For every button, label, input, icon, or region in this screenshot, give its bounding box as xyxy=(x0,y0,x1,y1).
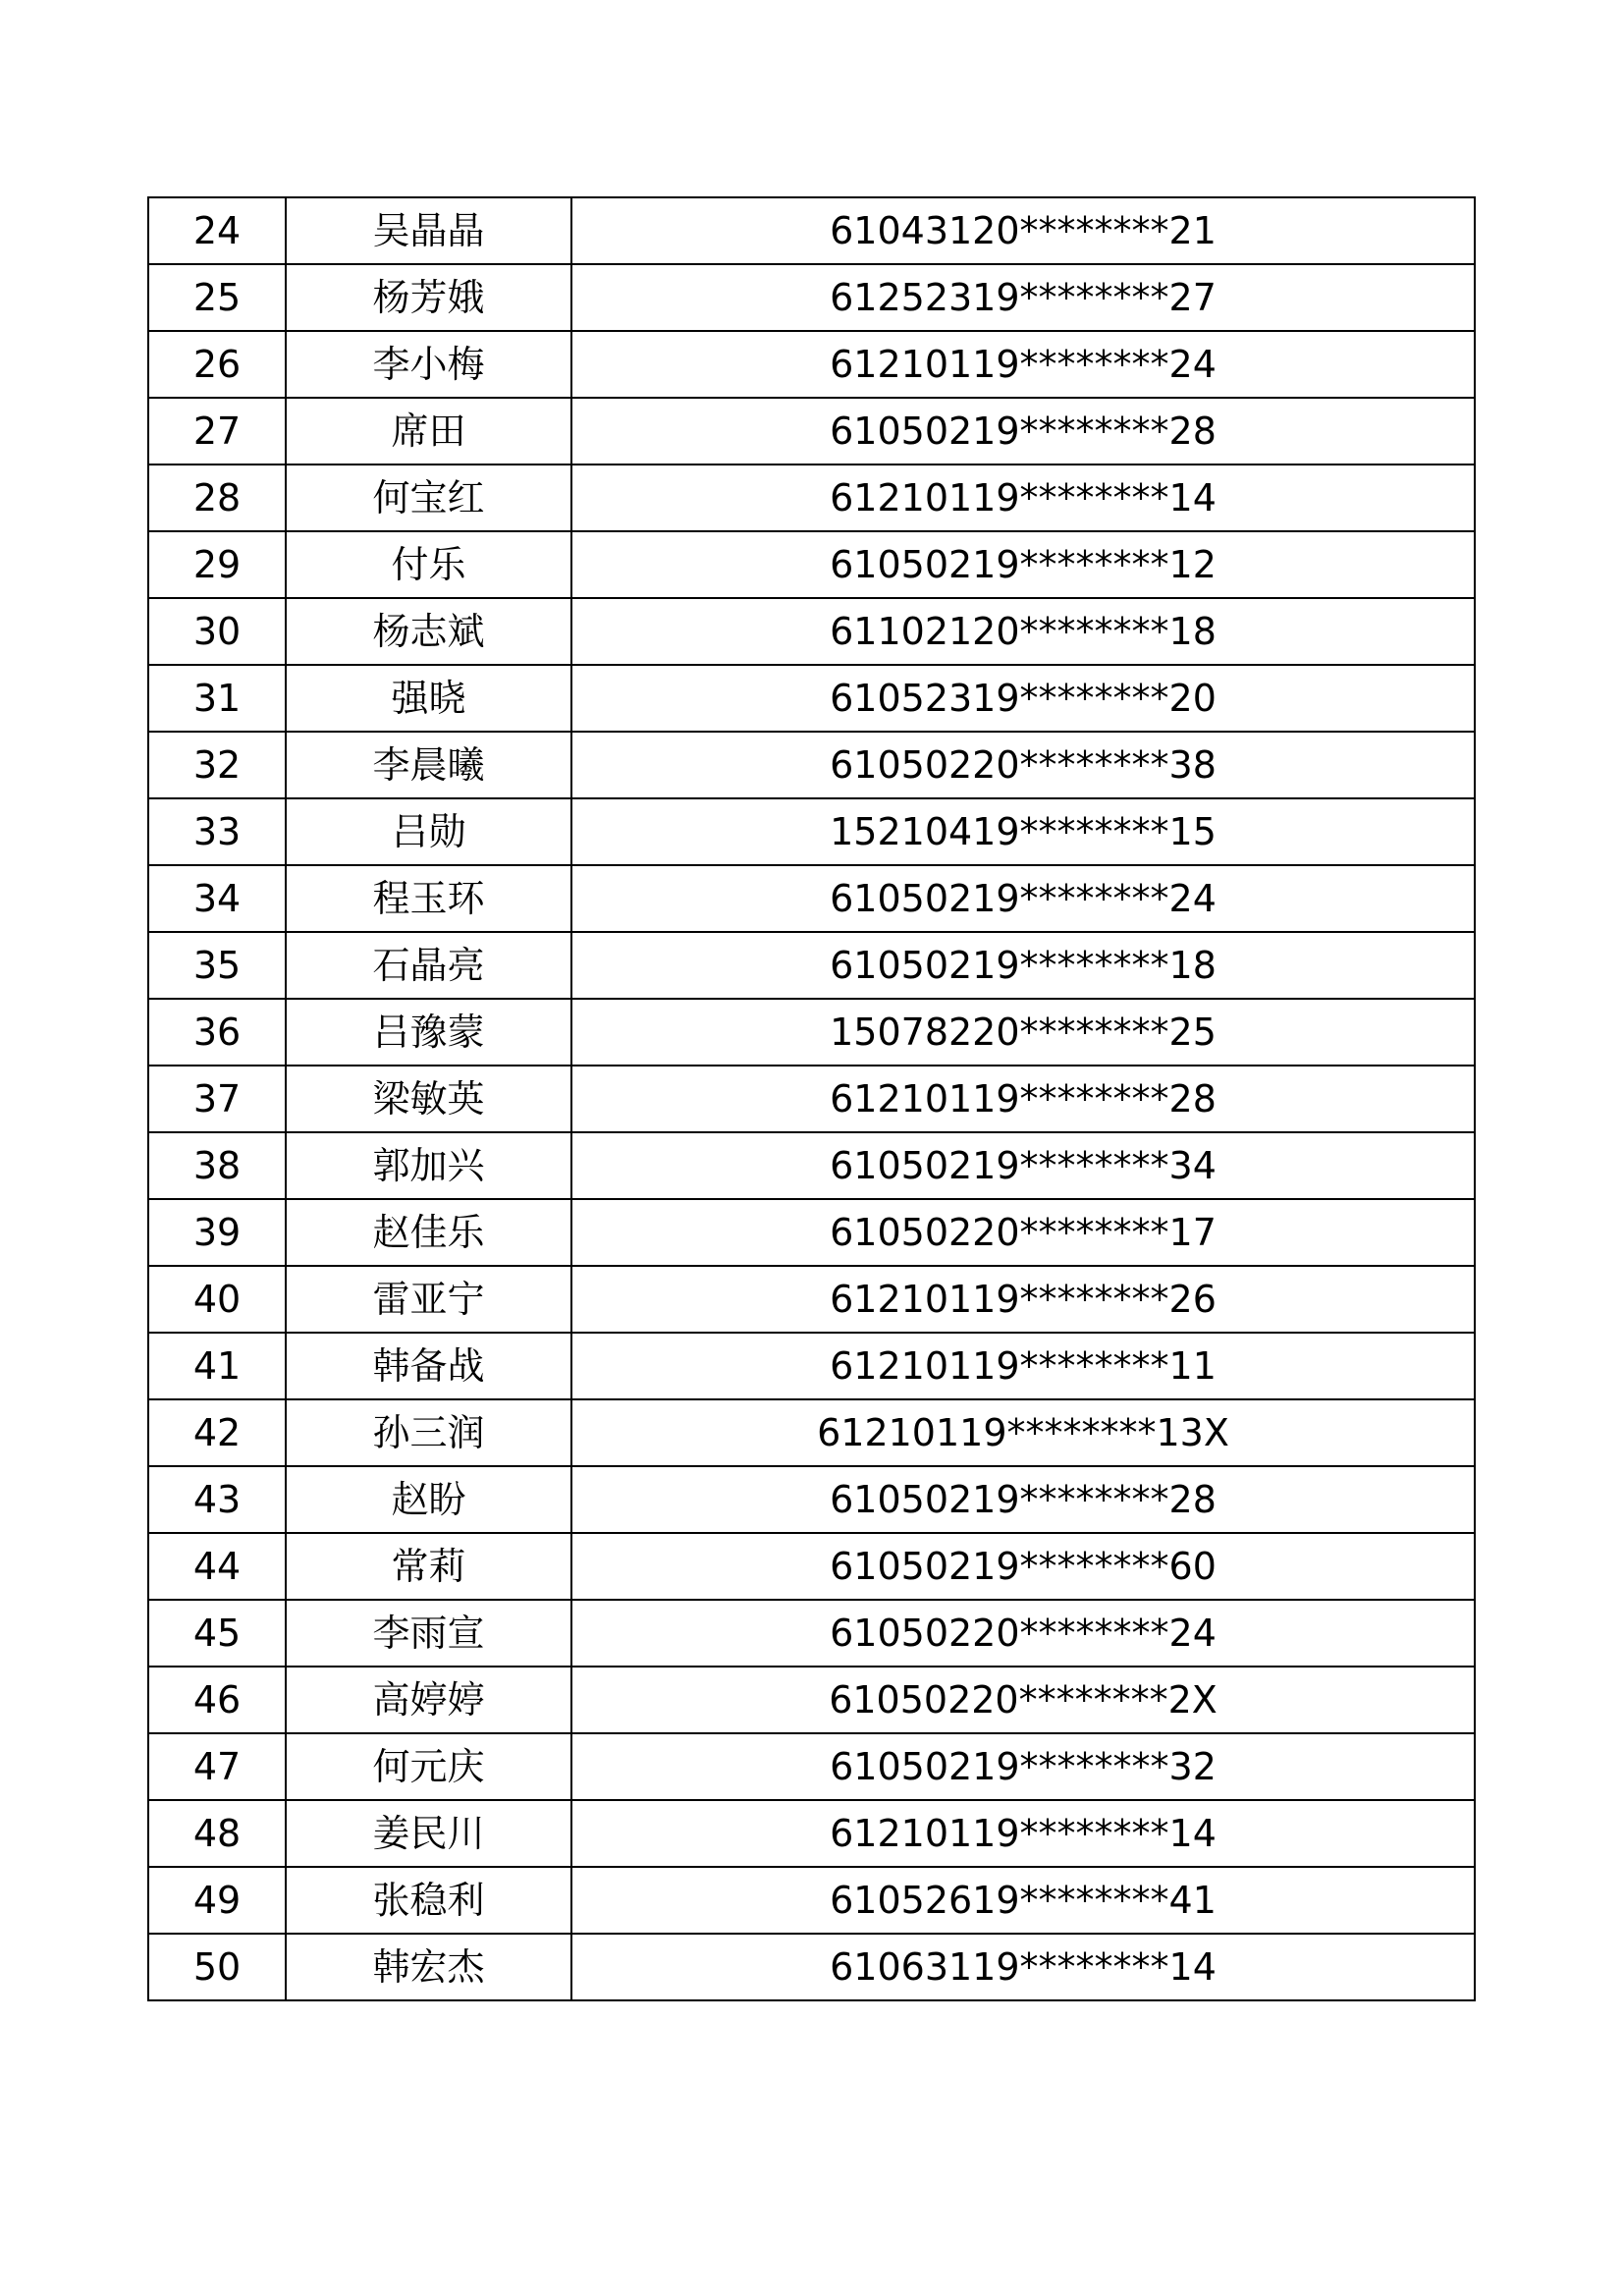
row-number: 33 xyxy=(148,798,286,865)
person-name: 郭加兴 xyxy=(286,1132,571,1199)
table-row xyxy=(148,665,1475,732)
table-row xyxy=(148,732,1475,798)
person-name: 李晨曦 xyxy=(286,732,571,798)
person-name: 张稳利 xyxy=(286,1867,571,1934)
person-name: 何元庆 xyxy=(286,1733,571,1800)
masked-id-number: 61210119********28 xyxy=(571,1066,1475,1132)
person-name: 雷亚宁 xyxy=(286,1266,571,1333)
masked-id-number: 61050219********24 xyxy=(571,865,1475,932)
masked-id-number: 61050219********34 xyxy=(571,1132,1475,1199)
masked-id-number: 61210119********24 xyxy=(571,331,1475,398)
row-number: 39 xyxy=(148,1199,286,1266)
row-number: 48 xyxy=(148,1800,286,1867)
person-name: 李小梅 xyxy=(286,331,571,398)
table-row xyxy=(148,1132,1475,1199)
person-name: 韩宏杰 xyxy=(286,1934,571,2000)
table-row xyxy=(148,1066,1475,1132)
masked-id-number: 61052319********20 xyxy=(571,665,1475,732)
row-number: 50 xyxy=(148,1934,286,2000)
masked-id-number: 61043120********21 xyxy=(571,197,1475,264)
table-row xyxy=(148,1667,1475,1733)
table-row xyxy=(148,1466,1475,1533)
row-number: 27 xyxy=(148,398,286,465)
table-row xyxy=(148,598,1475,665)
table-row xyxy=(148,465,1475,531)
person-name: 高婷婷 xyxy=(286,1667,571,1733)
table-row xyxy=(148,1199,1475,1266)
table-row xyxy=(148,1600,1475,1667)
row-number: 41 xyxy=(148,1333,286,1399)
row-number: 25 xyxy=(148,264,286,331)
roster-table-body xyxy=(148,197,1475,2000)
table-row xyxy=(148,1800,1475,1867)
table-row xyxy=(148,932,1475,999)
row-number: 35 xyxy=(148,932,286,999)
table-row xyxy=(148,798,1475,865)
person-name: 梁敏英 xyxy=(286,1066,571,1132)
table-row xyxy=(148,1333,1475,1399)
table-row xyxy=(148,264,1475,331)
person-name: 吕豫蒙 xyxy=(286,999,571,1066)
row-number: 43 xyxy=(148,1466,286,1533)
masked-id-number: 61063119********14 xyxy=(571,1934,1475,2000)
masked-id-number: 61210119********14 xyxy=(571,465,1475,531)
row-number: 24 xyxy=(148,197,286,264)
masked-id-number: 61050220********24 xyxy=(571,1600,1475,1667)
row-number: 26 xyxy=(148,331,286,398)
person-name: 付乐 xyxy=(286,531,571,598)
row-number: 47 xyxy=(148,1733,286,1800)
table-row xyxy=(148,1533,1475,1600)
person-name: 姜民川 xyxy=(286,1800,571,1867)
row-number: 46 xyxy=(148,1667,286,1733)
table-row xyxy=(148,1934,1475,2000)
person-name: 杨芳娥 xyxy=(286,264,571,331)
table-row xyxy=(148,398,1475,465)
person-name: 强晓 xyxy=(286,665,571,732)
masked-id-number: 15210419********15 xyxy=(571,798,1475,865)
row-number: 29 xyxy=(148,531,286,598)
masked-id-number: 61252319********27 xyxy=(571,264,1475,331)
masked-id-number: 61210119********26 xyxy=(571,1266,1475,1333)
person-name: 孙三润 xyxy=(286,1399,571,1466)
masked-id-number: 61050219********28 xyxy=(571,398,1475,465)
person-name: 常莉 xyxy=(286,1533,571,1600)
table-row xyxy=(148,1733,1475,1800)
person-name: 席田 xyxy=(286,398,571,465)
person-name: 李雨宣 xyxy=(286,1600,571,1667)
table-row xyxy=(148,1867,1475,1934)
person-name: 程玉环 xyxy=(286,865,571,932)
masked-id-number: 61050219********60 xyxy=(571,1533,1475,1600)
row-number: 31 xyxy=(148,665,286,732)
person-name: 赵盼 xyxy=(286,1466,571,1533)
row-number: 49 xyxy=(148,1867,286,1934)
masked-id-number: 61050219********18 xyxy=(571,932,1475,999)
masked-id-number: 61052619********41 xyxy=(571,1867,1475,1934)
person-name: 赵佳乐 xyxy=(286,1199,571,1266)
masked-id-number: 61050220********2X xyxy=(571,1667,1475,1733)
table-row xyxy=(148,1266,1475,1333)
person-name: 何宝红 xyxy=(286,465,571,531)
masked-id-number: 61210119********14 xyxy=(571,1800,1475,1867)
row-number: 45 xyxy=(148,1600,286,1667)
masked-id-number: 61210119********13X xyxy=(571,1399,1475,1466)
row-number: 32 xyxy=(148,732,286,798)
row-number: 28 xyxy=(148,465,286,531)
table-row xyxy=(148,531,1475,598)
row-number: 44 xyxy=(148,1533,286,1600)
person-name: 吴晶晶 xyxy=(286,197,571,264)
masked-id-number: 61050219********12 xyxy=(571,531,1475,598)
table-row xyxy=(148,1399,1475,1466)
masked-id-number: 61050219********28 xyxy=(571,1466,1475,1533)
roster-table xyxy=(147,196,1476,2001)
row-number: 38 xyxy=(148,1132,286,1199)
row-number: 40 xyxy=(148,1266,286,1333)
table-row xyxy=(148,999,1475,1066)
masked-id-number: 61050220********17 xyxy=(571,1199,1475,1266)
row-number: 34 xyxy=(148,865,286,932)
row-number: 30 xyxy=(148,598,286,665)
person-name: 吕勋 xyxy=(286,798,571,865)
person-name: 韩备战 xyxy=(286,1333,571,1399)
masked-id-number: 61102120********18 xyxy=(571,598,1475,665)
masked-id-number: 61050220********38 xyxy=(571,732,1475,798)
masked-id-number: 61050219********32 xyxy=(571,1733,1475,1800)
row-number: 37 xyxy=(148,1066,286,1132)
masked-id-number: 15078220********25 xyxy=(571,999,1475,1066)
table-row xyxy=(148,331,1475,398)
table-row xyxy=(148,865,1475,932)
person-name: 石晶亮 xyxy=(286,932,571,999)
row-number: 42 xyxy=(148,1399,286,1466)
table-row xyxy=(148,197,1475,264)
masked-id-number: 61210119********11 xyxy=(571,1333,1475,1399)
person-name: 杨志斌 xyxy=(286,598,571,665)
row-number: 36 xyxy=(148,999,286,1066)
